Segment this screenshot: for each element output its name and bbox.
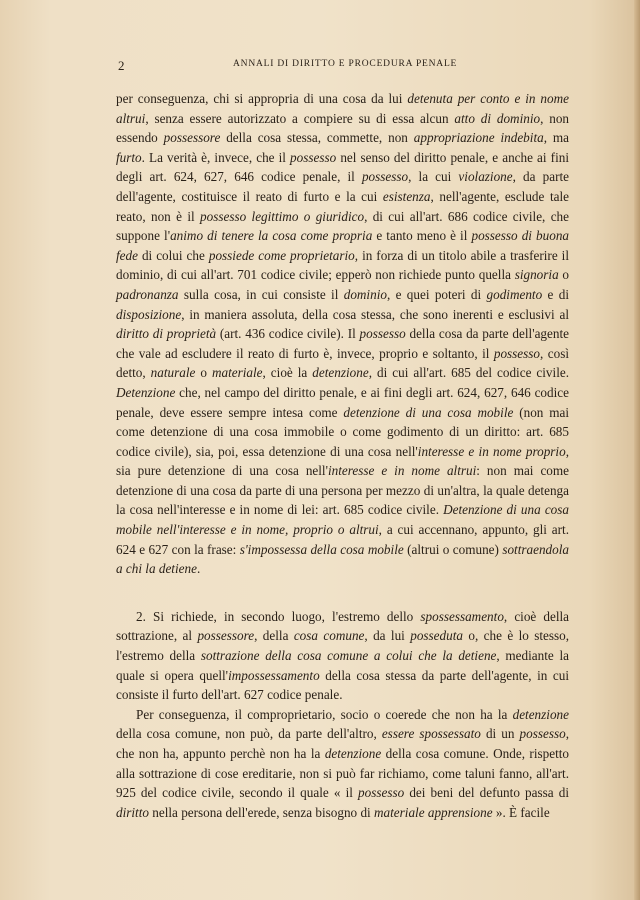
italic-run: diritto di proprietà — [116, 326, 217, 342]
italic-run: materiale apprensione — [374, 804, 493, 820]
text-run: , così detto, — [116, 345, 569, 381]
italic-run: atto di dominio — [454, 110, 541, 126]
text-run: : non mai come detenzione di una cosa da parte di una persona per mezzo di un'altra, la quale detenga la cosa nell'interesse e in nome di lei: art. 685 codice civile. — [116, 463, 570, 518]
text-run: o — [558, 267, 569, 283]
italic-run: possesso — [361, 169, 409, 185]
text-run: di colui che — [137, 247, 209, 263]
italic-run: essere spossessato — [381, 726, 481, 742]
text-run: nel senso del diritto penale, e anche ai fini degli art. 624, 627, 646 codice penale, il — [116, 149, 569, 185]
italic-run: interesse e in nome altrui — [327, 463, 477, 479]
italic-run: sottraendola a chi la detiene — [116, 541, 569, 577]
text-run: e di — [542, 286, 569, 302]
text-run: , sia pure detenzione di una cosa nell' — [116, 443, 569, 479]
italic-run: esistenza — [382, 188, 431, 204]
text-run: sulla cosa, in cui consiste il — [178, 286, 344, 302]
italic-run: possesso — [493, 345, 541, 361]
italic-run: interesse e in nome proprio — [417, 443, 566, 459]
text-run: , della — [254, 628, 294, 644]
text-run: , di cui all'art. 686 codice civile, che suppone l' — [116, 208, 570, 244]
page-edge — [634, 0, 640, 900]
italic-run: padronanza — [116, 286, 179, 302]
italic-run: appropriazione indebita — [413, 130, 544, 146]
italic-run: godimento — [486, 286, 543, 302]
italic-run: impossessamento — [228, 667, 320, 683]
text-run: Per conseguenza, il comproprietario, socio o coerede che non ha la — [136, 706, 513, 722]
italic-run: animo di tenere la cosa come propria — [170, 228, 373, 244]
paragraph — [116, 607, 569, 705]
text-run: , e quei poteri di — [386, 286, 487, 302]
text-run: , non essendo — [116, 110, 570, 146]
text-run: , da lui — [364, 628, 411, 644]
text-run: della cosa da parte dell'agente che vale ad escludere il reato di furto è, invece, proprio e soltanto, il — [116, 326, 569, 361]
italic-run: Detenzione di una cosa mobile nell'interesse e in nome, proprio o altrui — [116, 502, 569, 538]
italic-run: posseduta — [410, 628, 463, 644]
italic-run: possesso — [290, 149, 337, 165]
text-run: , mediante la quale si opera quell' — [116, 648, 569, 683]
text-run: 2. Si richiede, in secondo luogo, l'estremo dello — [136, 608, 421, 624]
body-text — [116, 89, 569, 822]
italic-run: possesso — [358, 785, 405, 801]
text-run: , che non ha, appunto perchè non ha la — [116, 726, 569, 761]
text-run: . La verità è, invece, che il — [141, 149, 291, 165]
text-run: , senza essere autorizzato a compiere su di essa alcun — [145, 110, 455, 126]
italic-run: detenzione di una cosa mobile — [343, 404, 514, 420]
text-run: della cosa comune. Onde, rispetto alla sottrazione di cose ereditarie, non si può far richiamo, come taluni fanno, all'art. 925 del codice civile, secondo il quale « il — [116, 746, 569, 801]
paragraph — [116, 89, 569, 579]
text-run: per conseguenza, chi si appropria di una cosa da lui — [116, 91, 408, 106]
italic-run: possessore — [197, 628, 255, 644]
text-run: , di cui all'art. 685 del codice civile. — [368, 365, 570, 381]
running-head: ANNALI DI DIRITTO E PROCEDURA PENALE — [233, 59, 458, 69]
italic-run: detenzione — [312, 365, 369, 381]
italic-run: spossessamento — [420, 608, 504, 624]
italic-run: diritto — [116, 804, 149, 820]
text-run: che, nel campo del diritto penale, e ai fini degli art. 624, 627, 646 codice penale, deve essere sempre intesa come — [116, 384, 569, 420]
text-run: , a cui accennano, appunto, gli art. 624 e 627 con la frase: — [116, 522, 570, 557]
text-run: , nell'agente, esclude tale reato, non è il — [116, 188, 569, 224]
italic-run: detenzione — [324, 746, 382, 761]
text-run: e tanto meno è il — [372, 228, 472, 244]
text-run: , in maniera assoluta, della cosa stessa, che sono inerenti e esclusivi al — [181, 306, 569, 322]
text-run: o — [195, 365, 212, 381]
text-run: , la cui — [408, 169, 459, 185]
italic-run: possesso di buona fede — [116, 228, 570, 263]
text-run: nella persona dell'erede, senza bisogno di — [148, 804, 375, 820]
text-run: dei beni del defunto passa di — [404, 785, 569, 801]
italic-run: disposizione — [116, 306, 182, 322]
text-run: . — [196, 561, 201, 577]
italic-run: possesso legittimo o giuridico — [200, 208, 365, 224]
text-run: (art. 436 codice civile). Il — [216, 326, 360, 342]
page-header — [118, 58, 570, 72]
text-run: ». È facile — [492, 804, 550, 820]
italic-run: dominio — [343, 286, 387, 302]
italic-run: possesso — [359, 326, 406, 342]
italic-run: possessore — [163, 130, 221, 146]
text-run: , cioè la — [262, 365, 313, 381]
italic-run: materiale — [211, 365, 263, 381]
text-run: , ma — [543, 130, 569, 146]
paragraph — [116, 705, 569, 823]
text-run: della cosa stessa, commette, non — [220, 130, 414, 146]
italic-run: detenzione — [512, 706, 569, 722]
italic-run: naturale — [150, 365, 196, 381]
text-run: della cosa stessa da parte dell'agente, in cui consiste il furto dell'art. 627 codice penale. — [116, 667, 570, 703]
italic-run: furto — [116, 149, 142, 165]
italic-run: s'impossessa della cosa mobile — [239, 541, 404, 557]
italic-run: violazione — [458, 169, 513, 185]
italic-run: signoria — [514, 267, 559, 283]
italic-run: possiede come proprietario — [208, 247, 355, 263]
page-number: 2 — [118, 58, 125, 73]
text-run: o, che è lo stesso, l'estremo della — [116, 628, 570, 664]
text-run: , in forza di un titolo abile a trasferire il dominio, di cui all'art. 701 codice civile; epperò non richiede punto quella — [116, 247, 569, 283]
italic-run: Detenzione — [116, 384, 176, 400]
text-run: (non mai come detenzione di una cosa immobile o come godimento di un diritto: art. 685 codice civile), sia, poi, essa detenzione di una cosa nell' — [116, 404, 570, 459]
text-run: , cioè della sottrazione, al — [116, 608, 570, 644]
italic-run: sottrazione della cosa comune a colui che la detiene — [200, 648, 497, 664]
text-run: di un — [480, 726, 520, 742]
italic-run: cosa comune — [293, 628, 365, 644]
text-run: della cosa comune, non può, da parte dell'altro, — [116, 726, 382, 742]
text-run: (altrui o comune) — [403, 541, 503, 557]
text-run: , da parte dell'agente, costituisce il reato di furto e la cui — [116, 169, 569, 204]
italic-run: possesso — [519, 726, 566, 742]
italic-run: detenuta per conto e in nome altrui — [116, 91, 569, 126]
